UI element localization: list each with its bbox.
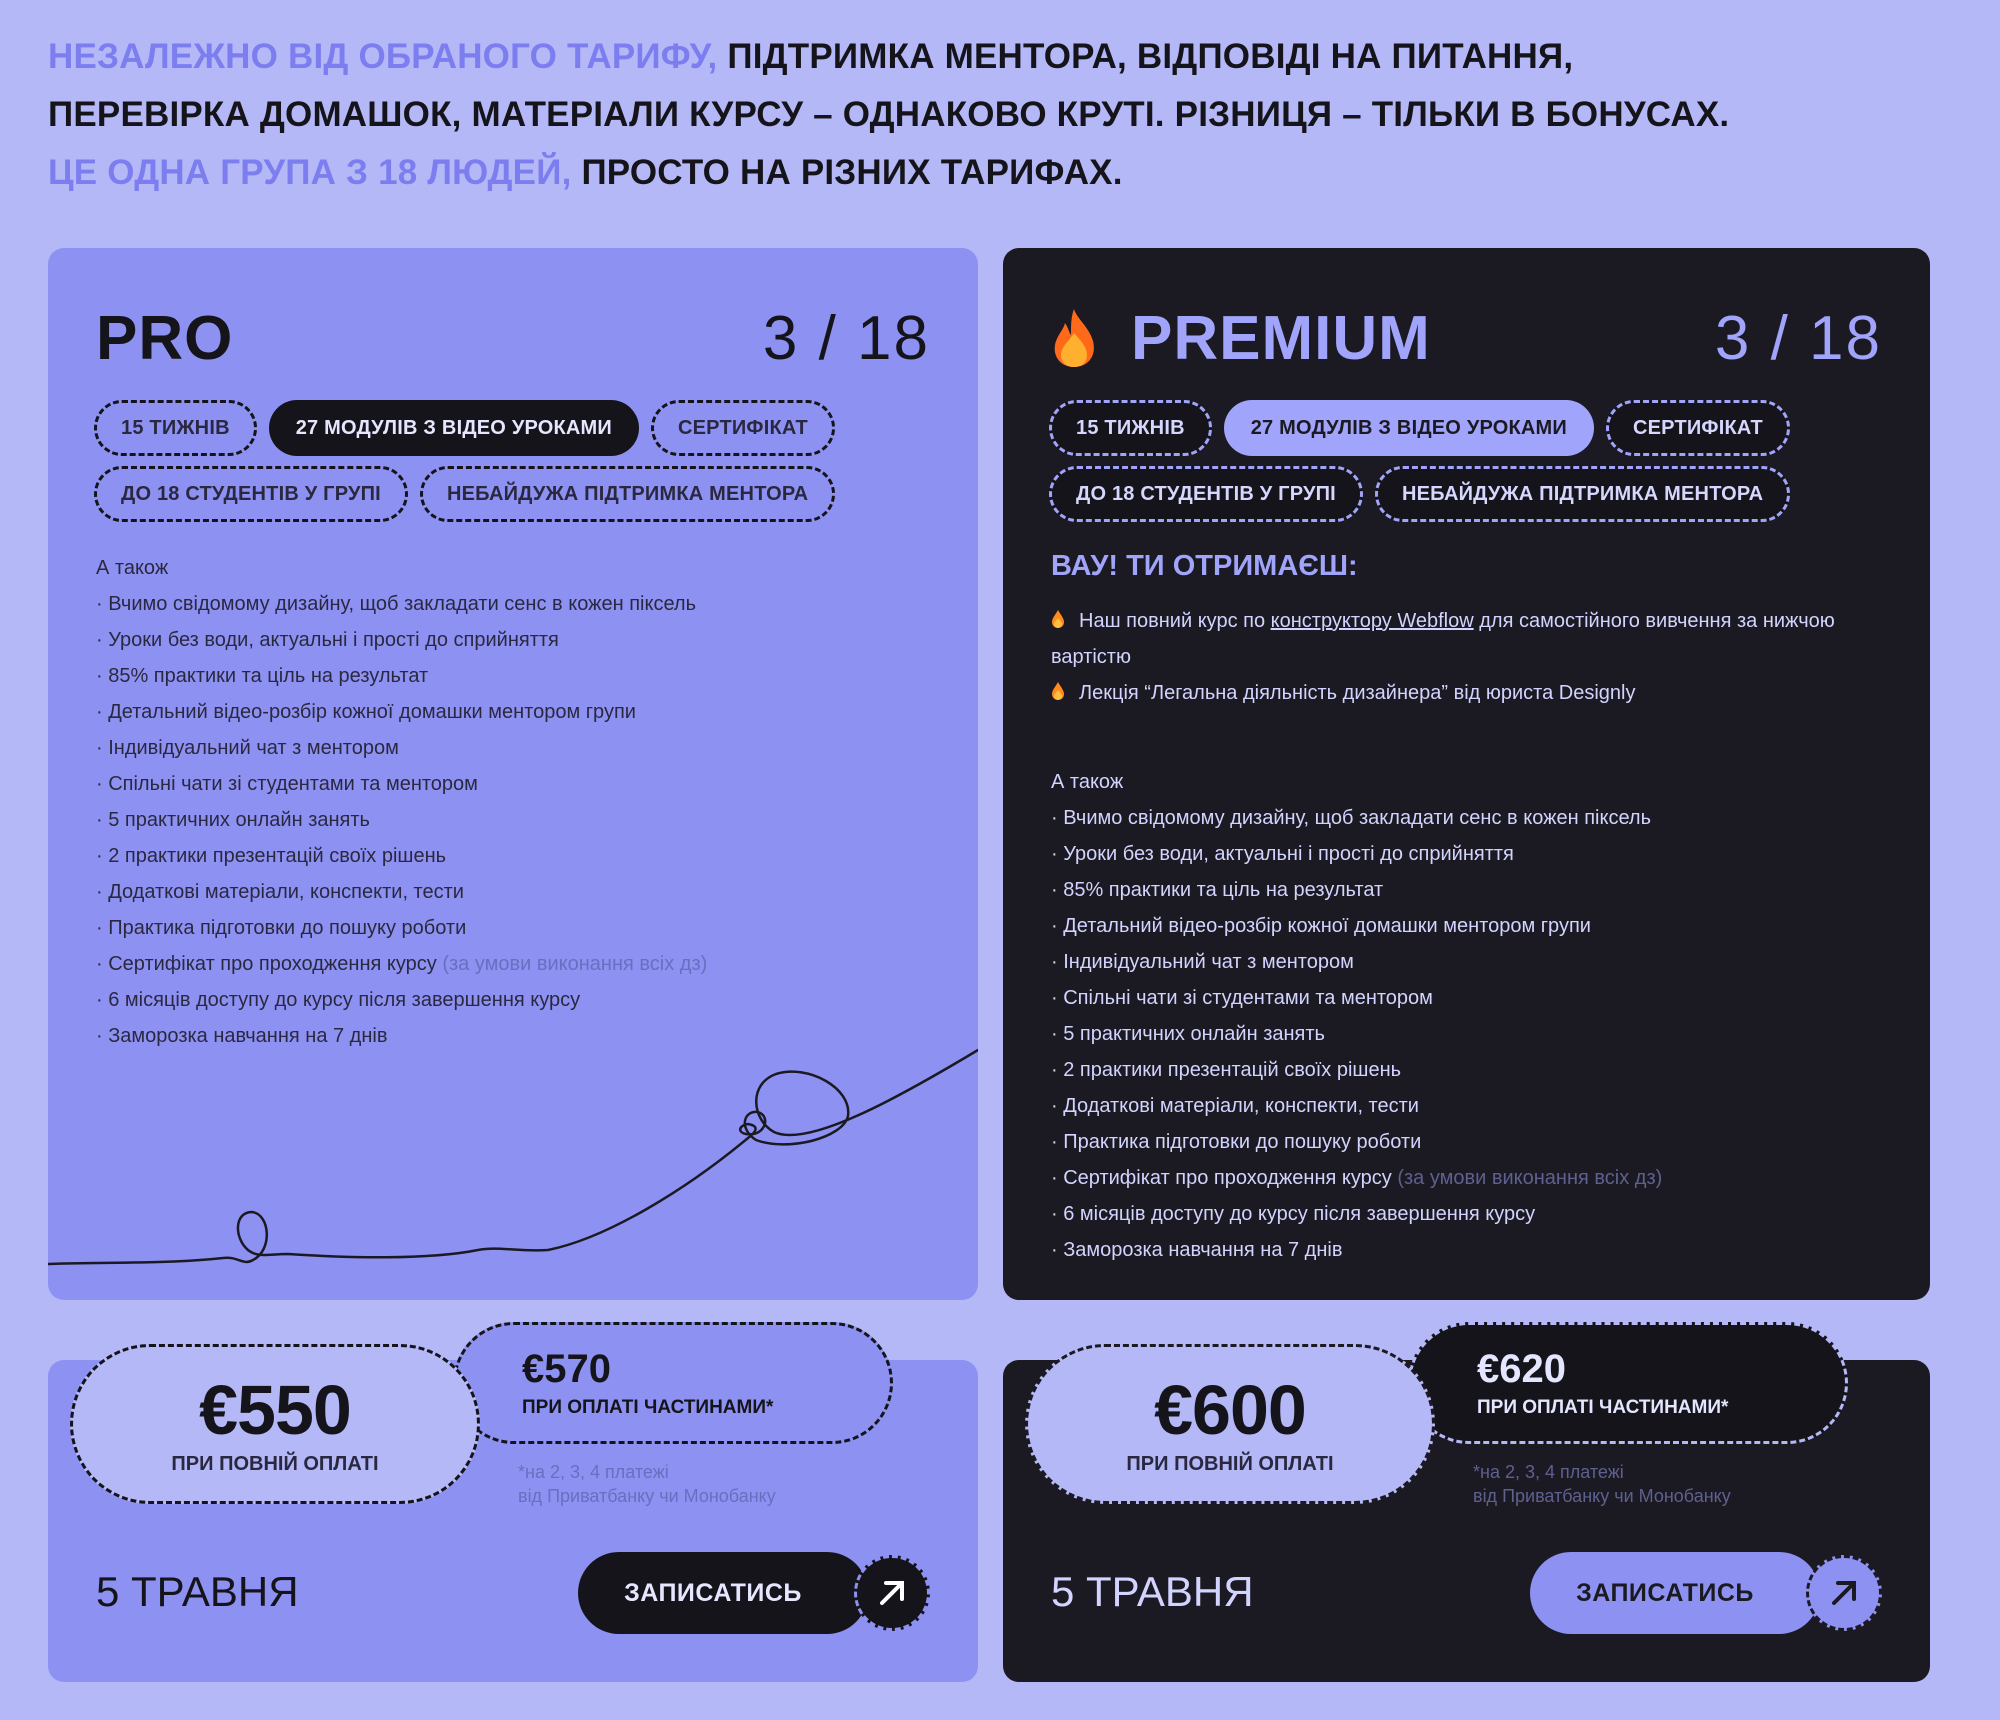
perk-item: · 2 практики презентацій своїх рішень	[96, 845, 447, 867]
premium-card-header	[1051, 298, 1882, 378]
pro-plan-card	[48, 248, 978, 1300]
arrow-up-right-icon[interactable]	[854, 1555, 930, 1631]
installment-footnote: *на 2, 3, 4 платежі від Приватбанку чи Монобанку	[1473, 1462, 1731, 1506]
perk-item: · Спільні чати зі студентами та ментором	[96, 773, 478, 795]
pro-price-card	[48, 1347, 978, 1682]
bonus-item-lecture: Лекція “Легальна діяльність дизайнера” від юриста Designly	[1051, 675, 1890, 711]
certificate-note: (за умови виконання всіх дз)	[436, 953, 708, 975]
perk-item: · 5 практичних онлайн занять	[1051, 1023, 1325, 1045]
arrow-up-right-icon[interactable]	[1806, 1555, 1882, 1631]
perk-item: · 2 практики презентацій своїх рішень	[1051, 1059, 1402, 1081]
full-price: €600	[1154, 1370, 1306, 1449]
perk-item: · 6 місяців доступу до курсу після завершення курсу	[96, 989, 581, 1011]
tag-weeks: 15 ТИЖНІВ	[1049, 400, 1212, 456]
perk-item: · Вчимо свідомому дизайну, щоб закладати сенс в кожен піксель	[1051, 807, 1651, 829]
enroll-control[interactable]	[1530, 1552, 1882, 1634]
tag-modules: 27 МОДУЛІВ З ВІДЕО УРОКАМИ	[1224, 400, 1594, 456]
intro-line-2: ПЕРЕВІРКА ДОМАШОК, МАТЕРІАЛИ КУРСУ – ОДНАКОВО КРУТІ. РІЗНИЦЯ – ТІЛЬКИ В БОНУСАХ.	[48, 95, 1730, 134]
perks-list	[1051, 764, 1890, 1268]
full-price-bubble	[1025, 1344, 1435, 1504]
bonus-title: ВАУ! ТИ ОТРИМАЄШ:	[1051, 550, 1358, 582]
bonus-section	[1051, 550, 1890, 711]
fire-icon	[1051, 609, 1065, 629]
full-price-label: ПРИ ПОВНІЙ ОПЛАТІ	[1126, 1452, 1334, 1475]
perk-item: · Сертифікат про проходження курсу (за умови виконання всіх дз)	[1051, 1167, 1663, 1189]
perks-list	[96, 550, 938, 1054]
squiggle-line-decoration	[48, 1028, 978, 1288]
tag-certificate: СЕРТИФІКАТ	[1606, 400, 1790, 456]
perk-item: · Практика підготовки до пошуку роботи	[96, 917, 467, 939]
perks-heading: А також	[1051, 771, 1124, 793]
installment-footnote: *на 2, 3, 4 платежі від Приватбанку чи Монобанку	[518, 1462, 776, 1506]
feature-tags	[1049, 400, 1890, 522]
installment-price-bubble	[453, 1322, 893, 1444]
perk-item: · Практика підготовки до пошуку роботи	[1051, 1131, 1422, 1153]
intro-text	[48, 28, 1948, 202]
full-price-bubble	[70, 1344, 480, 1504]
intro-line-1: НЕЗАЛЕЖНО ВІД ОБРАНОГО ТАРИФУ, ПІДТРИМКА МЕНТОРА, ВІДПОВІДІ НА ПИТАННЯ,	[48, 37, 1574, 76]
fire-icon	[1051, 307, 1097, 369]
tag-group-size: ДО 18 СТУДЕНТІВ У ГРУПІ	[94, 466, 408, 522]
start-date: 5 ТРАВНЯ	[96, 1568, 299, 1615]
perk-item: · 6 місяців доступу до курсу після завершення курсу	[1051, 1203, 1536, 1225]
premium-price-card	[1003, 1347, 1930, 1682]
seats-counter: 3 / 18	[762, 303, 930, 373]
certificate-note: (за умови виконання всіх дз)	[1391, 1167, 1663, 1189]
tag-weeks: 15 ТИЖНІВ	[94, 400, 257, 456]
tag-group-size: ДО 18 СТУДЕНТІВ У ГРУПІ	[1049, 466, 1363, 522]
installment-price: €570	[522, 1347, 611, 1391]
perk-item: · Індивідуальний чат з ментором	[96, 737, 399, 759]
perk-item: · Заморозка навчання на 7 днів	[96, 1025, 388, 1047]
perk-item: · Додаткові матеріали, конспекти, тести	[96, 881, 464, 903]
tag-modules: 27 МОДУЛІВ З ВІДЕО УРОКАМИ	[269, 400, 639, 456]
tag-mentor-support: НЕБАЙДУЖА ПІДТРИМКА МЕНТОРА	[1375, 466, 1790, 522]
premium-plan-card	[1003, 248, 1930, 1300]
feature-tags	[94, 400, 938, 522]
perk-item: · 5 практичних онлайн занять	[96, 809, 370, 831]
plan-name-wrap	[1051, 303, 1431, 374]
perk-item: · Спільні чати зі студентами та ментором	[1051, 987, 1433, 1009]
enroll-button[interactable]: ЗАПИСАТИСЬ	[1530, 1552, 1820, 1634]
intro-line-3: ЦЕ ОДНА ГРУПА З 18 ЛЮДЕЙ, ПРОСТО НА РІЗНИХ ТАРИФАХ.	[48, 153, 1123, 192]
perk-item: · Індивідуальний чат з ментором	[1051, 951, 1354, 973]
perk-item: · 85% практики та ціль на результат	[1051, 879, 1384, 901]
fire-icon	[1051, 681, 1065, 701]
full-price-label: ПРИ ПОВНІЙ ОПЛАТІ	[171, 1452, 379, 1475]
perk-item: · Уроки без води, актуальні і прості до сприйняття	[1051, 843, 1514, 865]
perk-item: · Сертифікат про проходження курсу (за умови виконання всіх дз)	[96, 953, 708, 975]
tag-mentor-support: НЕБАЙДУЖА ПІДТРИМКА МЕНТОРА	[420, 466, 835, 522]
webflow-course-link[interactable]: конструктору Webflow	[1270, 610, 1474, 632]
perk-item: · Заморозка навчання на 7 днів	[1051, 1239, 1343, 1261]
tag-certificate: СЕРТИФІКАТ	[651, 400, 835, 456]
bonus-item-webflow: Наш повний курс по конструктору Webflow для самостійного вивчення за нижчою вартістю	[1051, 610, 1835, 668]
start-date: 5 ТРАВНЯ	[1051, 1568, 1254, 1615]
perk-item: · Вчимо свідомому дизайну, щоб закладати сенс в кожен піксель	[96, 593, 696, 615]
perk-item: · 85% практики та ціль на результат	[96, 665, 429, 687]
pro-card-header	[96, 298, 930, 378]
installment-price-bubble	[1408, 1322, 1848, 1444]
perk-item: · Детальний відео-розбір кожної домашки ментором групи	[96, 701, 636, 723]
seats-counter: 3 / 18	[1714, 303, 1882, 373]
installment-price-label: ПРИ ОПЛАТІ ЧАСТИНАМИ*	[522, 1397, 774, 1418]
perk-item: · Додаткові матеріали, конспекти, тести	[1051, 1095, 1419, 1117]
installment-price-label: ПРИ ОПЛАТІ ЧАСТИНАМИ*	[1477, 1397, 1729, 1418]
perk-item: · Уроки без води, актуальні і прості до сприйняття	[96, 629, 559, 651]
perk-item: · Детальний відео-розбір кожної домашки ментором групи	[1051, 915, 1591, 937]
enroll-control[interactable]	[578, 1552, 930, 1634]
full-price: €550	[199, 1370, 351, 1449]
plan-name: PRO	[96, 303, 234, 373]
enroll-button[interactable]: ЗАПИСАТИСЬ	[578, 1552, 868, 1634]
perks-heading: А також	[96, 557, 169, 579]
plan-name: PREMIUM	[1131, 303, 1431, 373]
installment-price: €620	[1477, 1347, 1566, 1391]
